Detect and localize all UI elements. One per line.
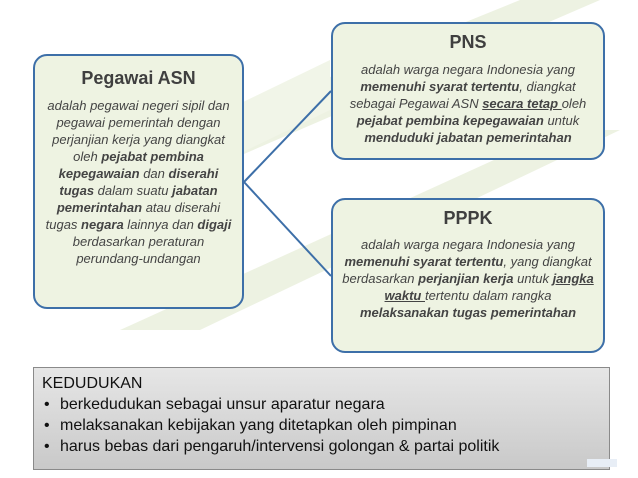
- emphasis-bold-text: menduduki jabatan pemerintahan: [364, 130, 572, 145]
- pns-definition-box: [331, 22, 605, 160]
- kedudukan-item: • melaksanakan kebijakan yang ditetapkan oleh pimpinan: [42, 415, 601, 436]
- description-text: , yang diangkat berdasarkan: [342, 254, 592, 286]
- description-text: adalah warga negara Indonesia yang: [361, 237, 575, 252]
- pns-title: PNS: [449, 32, 487, 52]
- description-text: oleh: [561, 96, 587, 111]
- kedudukan-panel: [33, 367, 610, 470]
- emphasis-bold-text: perjanjian kerja: [418, 271, 514, 286]
- description-text: dalam suatu: [94, 183, 173, 198]
- description-text: adalah pegawai negeri sipil dan pegawai pemerintah dengan perjanjian kerja yang diangkat oleh: [47, 98, 230, 164]
- description-text: tertentu dalam rangka: [425, 288, 552, 303]
- pppk-title: PPPK: [443, 208, 493, 228]
- kedudukan-item: • harus bebas dari pengaruh/intervensi golongan & partai politik: [42, 436, 601, 457]
- kedudukan-list: [42, 394, 601, 457]
- asn-description: [41, 97, 236, 267]
- description-text: untuk: [513, 271, 553, 286]
- description-text: untuk: [543, 113, 580, 128]
- corner-decoration: [587, 459, 617, 467]
- kedudukan-item: • berkedudukan sebagai unsur aparatur negara: [42, 394, 601, 415]
- emphasis-underlined-text: secara tetap: [482, 96, 562, 111]
- pppk-description: [339, 236, 597, 321]
- description-text: atau diserahi tugas: [45, 200, 221, 232]
- description-text: berdasarkan peraturan perundang-undangan: [72, 234, 205, 266]
- emphasis-bold-text: melaksanakan tugas pemerintahan: [359, 305, 577, 320]
- emphasis-bold-text: negara: [81, 217, 124, 232]
- pppk-definition-box: [331, 198, 605, 353]
- emphasis-underlined-text: jangka waktu: [384, 271, 594, 303]
- kedudukan-heading: KEDUDUKAN: [42, 375, 143, 392]
- emphasis-bold-text: diserahi tugas: [59, 166, 219, 198]
- emphasis-bold-text: memenuhi syarat tertentu: [360, 79, 520, 94]
- description-text: dan: [139, 166, 169, 181]
- asn-definition-box: [33, 54, 244, 309]
- emphasis-bold-text: digaji: [197, 217, 232, 232]
- description-text: , diangkat sebagai Pegawai ASN: [349, 79, 576, 111]
- emphasis-bold-text: pejabat pembina kepegawaian: [356, 113, 544, 128]
- asn-title: Pegawai ASN: [81, 68, 196, 88]
- emphasis-bold-text: memenuhi syarat tertentu: [344, 254, 504, 269]
- description-text: lainnya dan: [123, 217, 198, 232]
- emphasis-bold-text: jabatan pemerintahan: [56, 183, 218, 215]
- emphasis-bold-text: pejabat pembina kepegawaian: [58, 149, 204, 181]
- pns-description: [339, 61, 597, 146]
- description-text: adalah warga negara Indonesia yang: [361, 62, 575, 77]
